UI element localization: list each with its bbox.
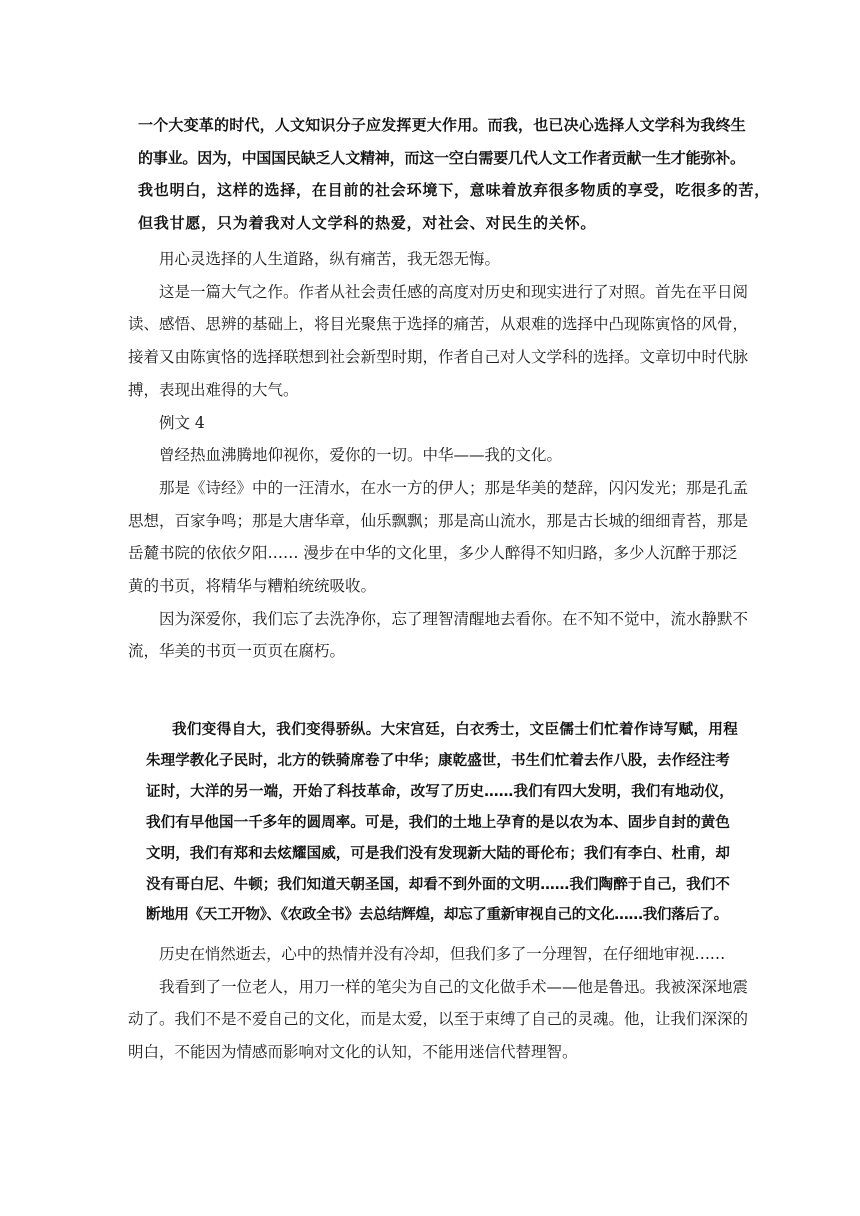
scan-text-block-1 [138,109,828,239]
paragraph: 历史在悄然逝去，心中的热情并没有冷却，但我们多了一分理智，在仔细地审视…… [159,945,726,963]
paragraph: 我看到了一位老人，用刀一样的笔尖为自己的文化做手术——他是鲁迅。我被深深地震动了。我们不是不爱自己的文化，而是太爱，以至于束缚了自己的灵魂。他，让我们深深的明白，不能因为情感而影响对文化的认知，不能用迷信代替理智。 [128,977,749,1062]
paragraph: 因为深爱你，我们忘了去洗净你，忘了理智清醒地去看你。在不知不觉中，流水静默不流，华美的书页一页页在腐朽。 [128,609,749,661]
paragraph: 曾经热血沸腾地仰视你，爱你的一切。中华——我的文化。 [159,446,563,465]
commentary-paragraph: 这是一篇大气之作。作者从社会责任感的高度对历史和现实进行了对照。首先在平日阅读、感悟、思辨的基础上，将目光聚焦于选择的痛苦，从艰难的选择中凸现陈寅恪的风骨，接着又由陈寅恪的选择联想到社会新型时期，作者自己对人文学科的选择。文章切中时代脉搏，表现出难得的大气。 [128,282,749,399]
scan-line: 证时，大洋的另一端，开始了科技革命，改写了历史……我们有四大发明，我们有地动仪， [146,783,734,800]
paragraph: 用心灵选择的人生道路，纵有痛苦，我无怨无悔。 [159,250,501,268]
scan-line: 我也明白，这样的选择，在目前的社会环境下，意味着放弃很多物质的享受，吃很多的苦， [138,181,771,199]
scan-line: 我们有早他国一千多年的圆周率。可是，我们的土地上孕育的是以农为本、固步自封的黄色 [146,814,730,831]
scan-line: 朱理学教化子民时，北方的铁骑席卷了中华；康乾盛世，书生们忙着去作八股，去作经注考 [146,752,730,769]
scan-line: 我们变得自大，我们变得骄纵。大宋宫廷，白衣秀士，文臣儒士们忙着作诗写赋，用程 [172,722,739,738]
scan-line: 的事业。因为，中国国民缺乏人文精神，而这一空白需要几代人文工作者贡献一生才能弥补。 [138,148,745,167]
scan-text-block-2 [146,715,836,931]
body-text-block-2 [128,938,748,1069]
paragraph: 那是《诗经》中的一汪清水，在水一方的伊人；那是华美的楚辞，闪闪发光；那是孔孟思想，百家争鸣；那是大唐华章，仙乐飘飘；那是高山流水，那是古长城的细细青苔，那是岳麓书院的依依夕阳…… 漫步在中华的文化里，多少人醉得不知归路，多少人沉醉于那泛黄的书页，将精华与糟粕统统吸收。 [128,478,749,596]
scan-line: 没有哥白尼、牛顿；我们知道天朝圣国，却看不到外面的文明……我们陶醉于自己，我们不 [146,876,730,893]
example-heading: 例文 4 [159,413,205,432]
body-text-block-1 [128,243,748,668]
scan-line: 文明，我们有郑和去炫耀国威，可是我们没有发现新大陆的哥伦布；我们有李白、杜甫，却 [146,845,730,862]
scan-line: 但我甘愿，只为着我对人文学科的热爱，对社会、对民生的关怀。 [138,213,597,232]
scan-line: 断地用《天工开物》、《农政全书》去总结辉煌，却忘了重新审视自己的文化……我们落后了。 [146,907,728,924]
scan-line: 一个大变革的时代，人文知识分子应发挥更大作用。而我，也已决心选择人文学科为我终生 [138,116,747,134]
